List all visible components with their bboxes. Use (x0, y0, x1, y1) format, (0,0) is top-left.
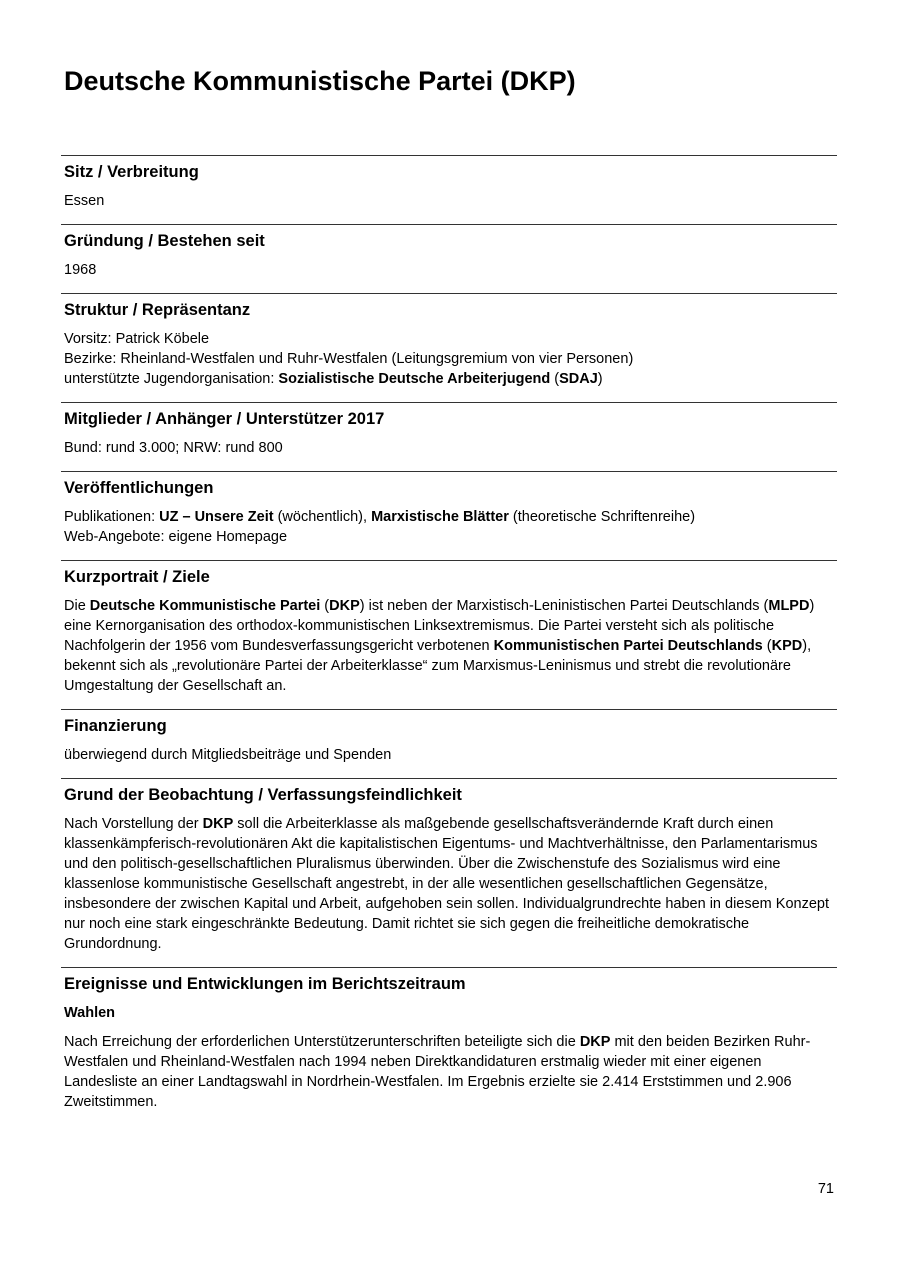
section-text: Nach Erreichung der erforderlichen Unterstützerunterschriften beteiligte sich die DKP mit den beiden Bezirken Ruhr-Westfalen und Rheinland-Westfalen nach 1994 neben Direktkandidaturen erstmalig wieder mit einer eigenen Landesliste an einer Landtagswahl in Nordrhein-Westfalen. Im Ergebnis erzielte sie 2.414 Erststimmen und 2.906 Zweitstimmen. (64, 1034, 811, 1110)
page-number: 71 (817, 1181, 834, 1197)
section-struktur (61, 293, 837, 402)
web-angebote-line: Web-Angebote: eigene Homepage (64, 529, 288, 545)
section-finanzierung (61, 709, 837, 778)
profile-sections (61, 155, 837, 1125)
jugendorganisation-line: unterstützte Jugendorganisation: Sozialistische Deutsche Arbeiterjugend (SDAJ) (64, 371, 603, 387)
section-veroeffentlichungen (61, 471, 837, 560)
section-heading: Finanzierung (64, 717, 167, 735)
section-text: 1968 (64, 262, 97, 278)
section-mitglieder (61, 402, 837, 471)
section-text: Nach Vorstellung der DKP soll die Arbeiterklasse als maßgebende gesellschaftsverändernde Kraft durch einen klassenkämpferisch-revolutionären Akt die kapitalistischen Eigentums- und Machtverhältnisse, den Parlamentarismus und den politisch-gesellschaftlichen Pluralismus überwinden. Über die Zwischenstufe des Sozialismus wird eine klassenlose kommunistische Gesellschaft angestrebt, in der alle wesentlichen gesellschaftlichen Gegensätze, insbesondere der zwischen Kapital und Arbeit, aufgehoben sein sollen. Individualgrundrechte haben in diesem Konzept nur noch eine stark eingeschränkte Bedeutung. Damit richtet sie sich gegen die freiheitliche demokratische Grundordnung. (64, 816, 829, 952)
page-title: Deutsche Kommunistische Partei (DKP) (64, 66, 576, 96)
section-kurzportrait (61, 560, 837, 709)
subheading-wahlen: Wahlen (64, 1005, 116, 1021)
section-heading: Mitglieder / Anhänger / Unterstützer 2017 (64, 410, 385, 428)
section-heading: Gründung / Bestehen seit (64, 232, 265, 250)
section-heading: Struktur / Repräsentanz (64, 301, 251, 319)
section-text: Die Deutsche Kommunistische Partei (DKP) ist neben der Marxistisch-Leninistischen Partei Deutschlands (MLPD) eine Kernorganisation des orthodox-kommunistischen Linksextremismus. Die Partei versteht sich als politische Nachfolgerin der 1956 vom Bundesverfassungsgericht verbotenen Kommunistischen Partei Deutschlands (KPD), bekennt sich als „revolutionäre Partei der Arbeiterklasse“ zum Marxismus-Leninismus und strebt die revolutionäre Umgestaltung der Gesellschaft an. (64, 598, 815, 694)
section-heading: Sitz / Verbreitung (64, 163, 199, 181)
section-text: Bund: rund 3.000; NRW: rund 800 (64, 440, 283, 456)
section-gruendung (61, 224, 837, 293)
section-heading: Kurzportrait / Ziele (64, 568, 210, 586)
section-sitz (61, 155, 837, 224)
section-heading: Veröffentlichungen (64, 479, 214, 497)
bezirke-line: Bezirke: Rheinland-Westfalen und Ruhr-Westfalen (Leitungsgremium von vier Personen) (64, 351, 634, 367)
section-heading: Ereignisse und Entwicklungen im Berichtszeitraum (64, 975, 466, 993)
section-grund (61, 778, 837, 967)
section-text: überwiegend durch Mitgliedsbeiträge und Spenden (64, 747, 392, 763)
section-text: Essen (64, 193, 105, 209)
section-ereignisse (61, 967, 837, 1125)
vorsitz-line: Vorsitz: Patrick Köbele (64, 331, 210, 347)
publikationen-line: Publikationen: UZ – Unsere Zeit (wöchentlich), Marxistische Blätter (theoretische Schriftenreihe) (64, 509, 696, 525)
section-heading: Grund der Beobachtung / Verfassungsfeindlichkeit (64, 786, 462, 804)
